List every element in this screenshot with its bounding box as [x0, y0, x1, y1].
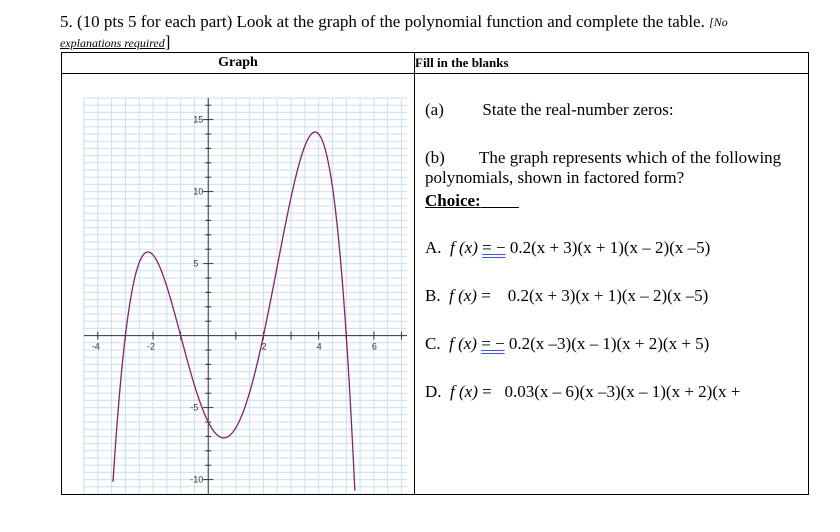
choice-line	[425, 191, 519, 211]
option-d	[425, 382, 740, 402]
answer-table	[61, 52, 809, 495]
choice-label: Choice:	[425, 191, 481, 210]
y-tick-label: -5	[190, 402, 199, 413]
part-b-line1: The graph represents which of the following	[479, 148, 782, 167]
option-a-fx: f (x)	[450, 238, 478, 257]
question-note-bracket: ]	[164, 32, 171, 51]
question-note-open: [No	[709, 15, 728, 29]
graph-cell	[62, 74, 415, 495]
option-a	[425, 238, 710, 258]
part-b-line2: polynomials, shown in factored form?	[425, 168, 685, 187]
part-b-label: (b)	[425, 148, 445, 167]
y-tick-label: 10	[193, 186, 204, 197]
polynomial-graph	[62, 74, 414, 494]
question-note-close: explanations required	[60, 36, 165, 50]
option-b-eq: =	[481, 286, 491, 305]
part-a-label: (a)	[425, 100, 444, 119]
option-d-letter: D.	[425, 382, 442, 401]
y-tick-label: -10	[190, 474, 204, 485]
blanks-cell	[415, 74, 809, 495]
option-a-expr: 0.2(x + 3)(x + 1)(x – 2)(x –5)	[509, 238, 711, 257]
option-c-letter: C.	[425, 334, 441, 353]
blanks-header: Fill in the blanks	[415, 53, 809, 74]
x-tick-label: 6	[371, 341, 377, 352]
graph-header: Graph	[62, 53, 415, 74]
y-tick-label: 15	[193, 114, 204, 125]
part-a	[425, 100, 674, 120]
option-b-letter: B.	[425, 286, 441, 305]
question-prefix: 5. (10 pts 5 for each part) Look at the graph of the polynomial function and complete the table.	[60, 12, 705, 31]
option-d-fx: f (x)	[450, 382, 478, 401]
x-tick-label: -4	[91, 341, 100, 352]
x-tick-label: 4	[316, 341, 322, 352]
option-b	[425, 286, 708, 306]
y-tick-label: 5	[193, 258, 199, 269]
question-text	[60, 12, 820, 53]
choice-blank[interactable]	[481, 192, 519, 208]
part-a-text: State the real-number zeros:	[482, 100, 674, 119]
option-c-fx: f (x)	[449, 334, 477, 353]
option-c-eq: = −	[481, 334, 505, 353]
x-tick-label: -2	[147, 341, 156, 352]
option-d-expr: 0.03(x – 6)(x –3)(x – 1)(x + 2)(x +	[504, 382, 741, 401]
option-a-letter: A.	[425, 238, 442, 257]
x-tick-label: 2	[261, 341, 267, 352]
option-c-expr: 0.2(x –3)(x – 1)(x + 2)(x + 5)	[508, 334, 710, 353]
part-b	[425, 148, 781, 168]
option-b-fx: f (x)	[449, 286, 477, 305]
option-c	[425, 334, 709, 354]
option-a-eq: = −	[482, 238, 506, 257]
option-d-eq: =	[482, 382, 492, 401]
option-b-expr: 0.2(x + 3)(x + 1)(x – 2)(x –5)	[507, 286, 709, 305]
